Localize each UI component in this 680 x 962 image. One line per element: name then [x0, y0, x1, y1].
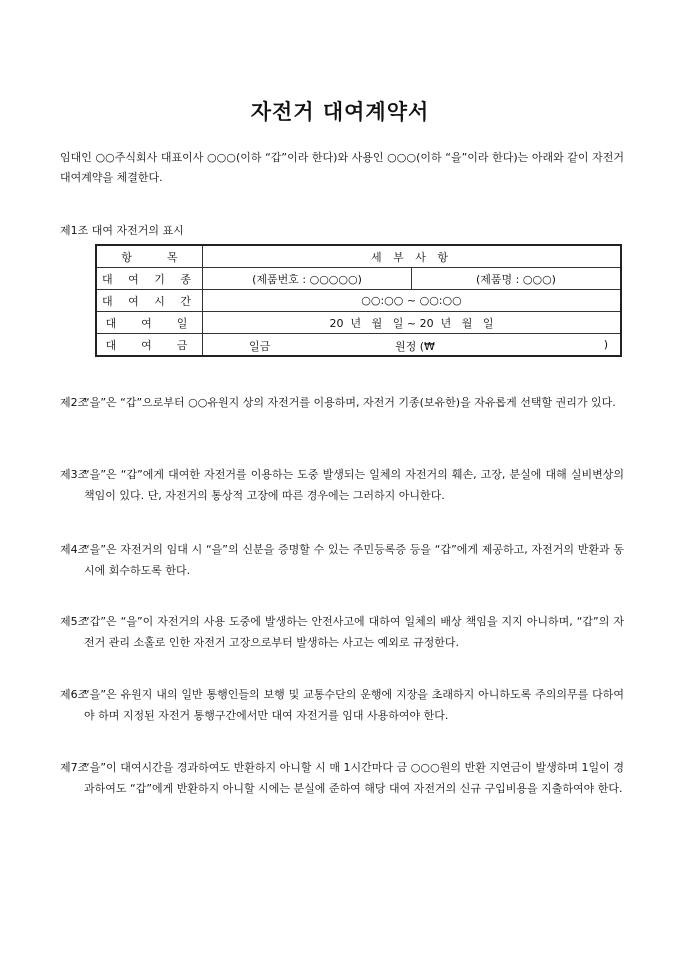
row-label-fee: 대 여 금	[96, 334, 203, 357]
article-6	[60, 684, 624, 726]
header-item: 항 목	[96, 245, 203, 268]
article-4-text: “을”은 자전거의 임대 시 “을”의 신분을 증명할 수 있는 주민등록증 등을 “갑”에게 제공하고, 자전거의 반환과 동시에 회수하도록 한다.	[84, 543, 624, 577]
article-6-number: 제6조	[60, 688, 89, 701]
table-row	[96, 268, 621, 290]
article-3-text: “을”은 “갑”에게 대여한 자전거를 이용하는 도중 발생되는 일체의 자전거의 훼손, 고장, 분실에 대해 실비변상의 책임이 있다. 단, 자전거의 통상적 고장에 따른 경우에는 그러하지 아니한다.	[84, 468, 624, 502]
product-name-cell: (제품명 : ○○○)	[412, 268, 622, 290]
article-2	[60, 392, 624, 413]
header-detail: 세 부 사 항	[203, 245, 622, 268]
table-header-row	[96, 245, 621, 268]
article-2-number: 제2조	[60, 396, 89, 409]
table-row	[96, 290, 621, 312]
article-6-text: “을”은 유원지 내의 일반 통행인들의 보행 및 교통수단의 운행에 지장을 초래하지 아니하도록 주의의무를 다하여야 하며 지정된 자전거 통행구간에서만 대여 자전거를 임대 사용하여야 한다.	[84, 688, 624, 722]
article-3-number: 제3조	[60, 468, 89, 481]
document-title: 자전거 대여계약서	[250, 100, 430, 124]
table-row	[96, 312, 621, 334]
fee-close-paren: )	[603, 338, 608, 351]
table-row	[96, 334, 621, 357]
fee-prefix: 일금	[249, 340, 271, 353]
bicycle-spec-table	[95, 244, 622, 357]
product-number-cell: (제품번호 : ○○○○○)	[203, 268, 412, 290]
article-3	[60, 464, 624, 506]
article-5-text: “갑”은 “을”이 자전거의 사용 도중에 발생하는 안전사고에 대하여 일체의 배상 책임을 지지 아니하며, “갑”의 자전거 관리 소홀로 인한 자전거 고장으로부터 발생하는 사고는 예외로 규정한다.	[84, 615, 624, 649]
article-1-heading: 제1조 대여 자전거의 표시	[60, 224, 184, 237]
fee-won-label: 원정 (₩	[395, 340, 435, 353]
article-5-number: 제5조	[60, 615, 89, 628]
rental-fee-cell	[203, 334, 622, 357]
article-4	[60, 539, 624, 581]
row-label-model: 대 여 기 종	[96, 268, 203, 290]
row-label-time: 대 여 시 간	[96, 290, 203, 312]
intro-paragraph: 임대인 ○○주식회사 대표이사 ○○○(이하 “갑”이라 한다)와 사용인 ○○○(이하 “을”이라 한다)는 아래와 같이 자전거 대여계약을 체결한다.	[60, 151, 624, 184]
article-7-text: “을”이 대여시간을 경과하여도 반환하지 아니할 시 매 1시간마다 금 ○○○원의 반환 지연금이 발생하며 1일이 경과하여도 “갑”에게 반환하지 아니할 시에는 분실에 준하여 해당 대여 자전거의 신규 구입비용을 지출하여야 한다.	[84, 761, 624, 795]
article-5	[60, 611, 624, 653]
row-label-date: 대 여 일	[96, 312, 203, 334]
article-7	[60, 757, 624, 799]
article-7-number: 제7조	[60, 761, 89, 774]
article-4-number: 제4조	[60, 543, 89, 556]
article-2-text: “을”은 “갑”으로부터 ○○유원지 상의 자전거를 이용하며, 자전거 기종(보유한)을 자유롭게 선택할 권리가 있다.	[84, 396, 616, 409]
rental-date-cell: 20 년 월 일 ~ 20 년 월 일	[203, 312, 622, 334]
rental-time-cell: ○○:○○ ~ ○○:○○	[203, 290, 622, 312]
